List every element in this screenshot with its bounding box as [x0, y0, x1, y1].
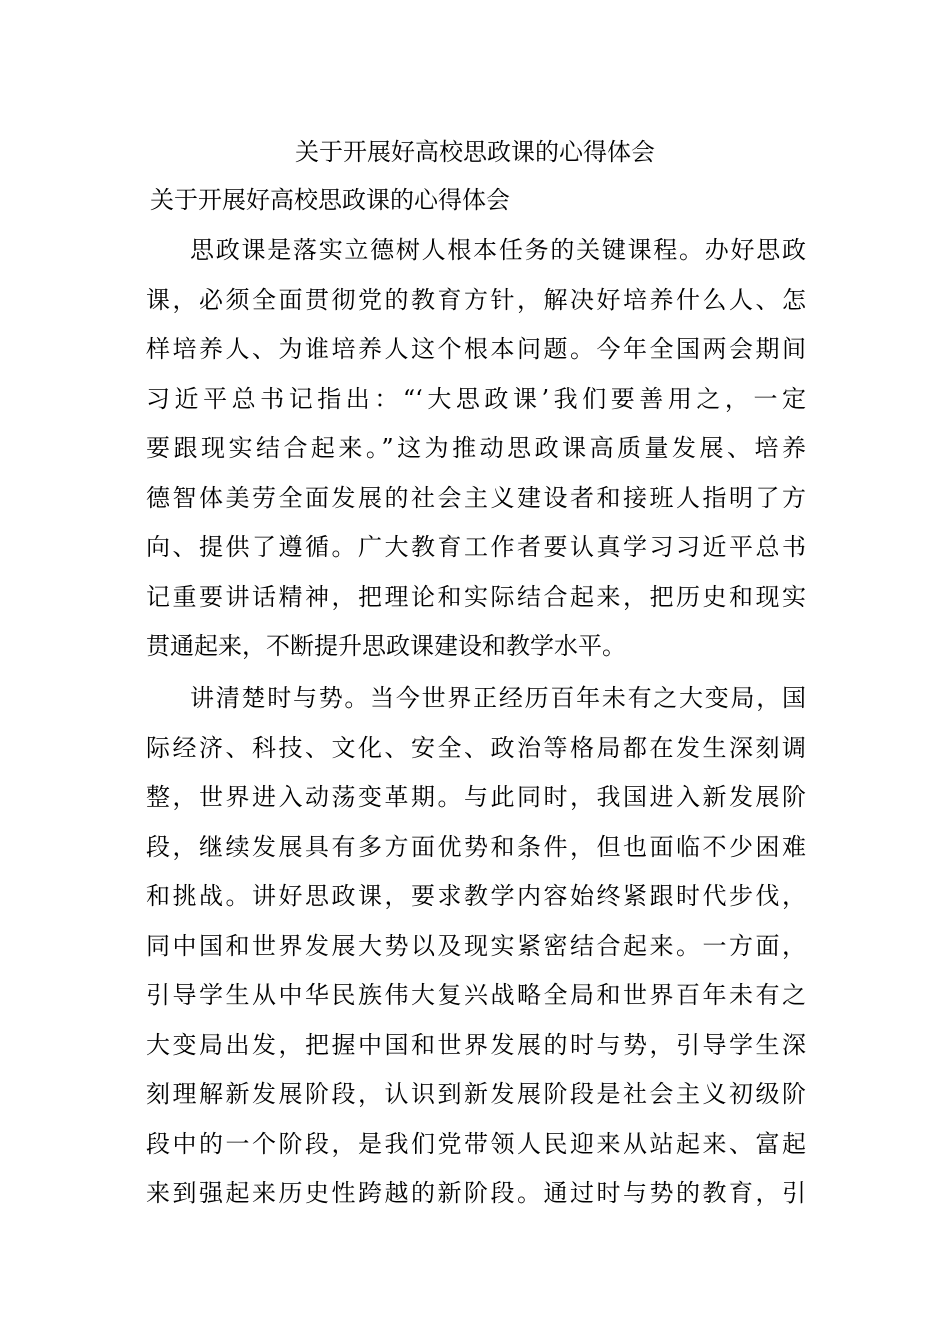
paragraph-1 [146, 226, 806, 672]
paragraph-line: 刻理解新发展阶段，认识到新发展阶段是社会主义初级阶 [146, 1080, 806, 1108]
paragraph-line: 思政课是落实立德树人根本任务的关键课程。办好思政 [190, 236, 806, 264]
paragraph-line: 同中国和世界发展大势以及现实紧密结合起来。一方面， [146, 931, 806, 960]
paragraph-line: 样培养人、为谁培养人这个根本问题。今年全国两会期间 [146, 335, 806, 363]
paragraph-line: 德智体美劳全面发展的社会主义建设者和接班人指明了方 [146, 483, 806, 512]
paragraph-line: 习近平总书记指出：“‘大思政课’我们要善用之，一定 [146, 384, 806, 413]
paragraph-line: 讲清楚时与势。当今世界正经历百年未有之大变局，国 [190, 684, 806, 712]
document-subtitle: 关于开展好高校思政课的心得体会 [150, 186, 510, 214]
paragraph-line: 贯通起来，不断提升思政课建设和教学水平。 [146, 632, 626, 660]
paragraph-line: 记重要讲话精神，把理论和实际结合起来，把历史和现实 [146, 582, 806, 611]
paragraph-line: 整，世界进入动荡变革期。与此同时，我国进入新发展阶 [146, 783, 806, 811]
paragraph-line: 引导学生从中华民族伟大复兴战略全局和世界百年未有之 [146, 981, 806, 1009]
paragraph-line: 际经济、科技、文化、安全、政治等格局都在发生深刻调 [146, 733, 806, 762]
paragraph-line: 段，继续发展具有多方面优势和条件，但也面临不少困难 [146, 832, 806, 861]
paragraph-line: 大变局出发，把握中国和世界发展的时与势，引导学生深 [146, 1030, 806, 1059]
document-title: 关于开展好高校思政课的心得体会 [295, 138, 655, 166]
paragraph-line: 来到强起来历史性跨越的新阶段。通过时与势的教育，引 [146, 1179, 806, 1207]
paragraph-line: 课，必须全面贯彻党的教育方针，解决好培养什么人、怎 [146, 285, 806, 314]
paragraph-2 [146, 674, 806, 1219]
paragraph-line: 要跟现实结合起来。”这为推动思政课高质量发展、培养 [146, 434, 806, 462]
paragraph-line: 向、提供了遵循。广大教育工作者要认真学习习近平总书 [146, 533, 806, 561]
paragraph-line: 和挑战。讲好思政课，要求教学内容始终紧跟时代步伐， [146, 882, 806, 910]
paragraph-line: 段中的一个阶段，是我们党带领人民迎来从站起来、富起 [146, 1129, 806, 1158]
